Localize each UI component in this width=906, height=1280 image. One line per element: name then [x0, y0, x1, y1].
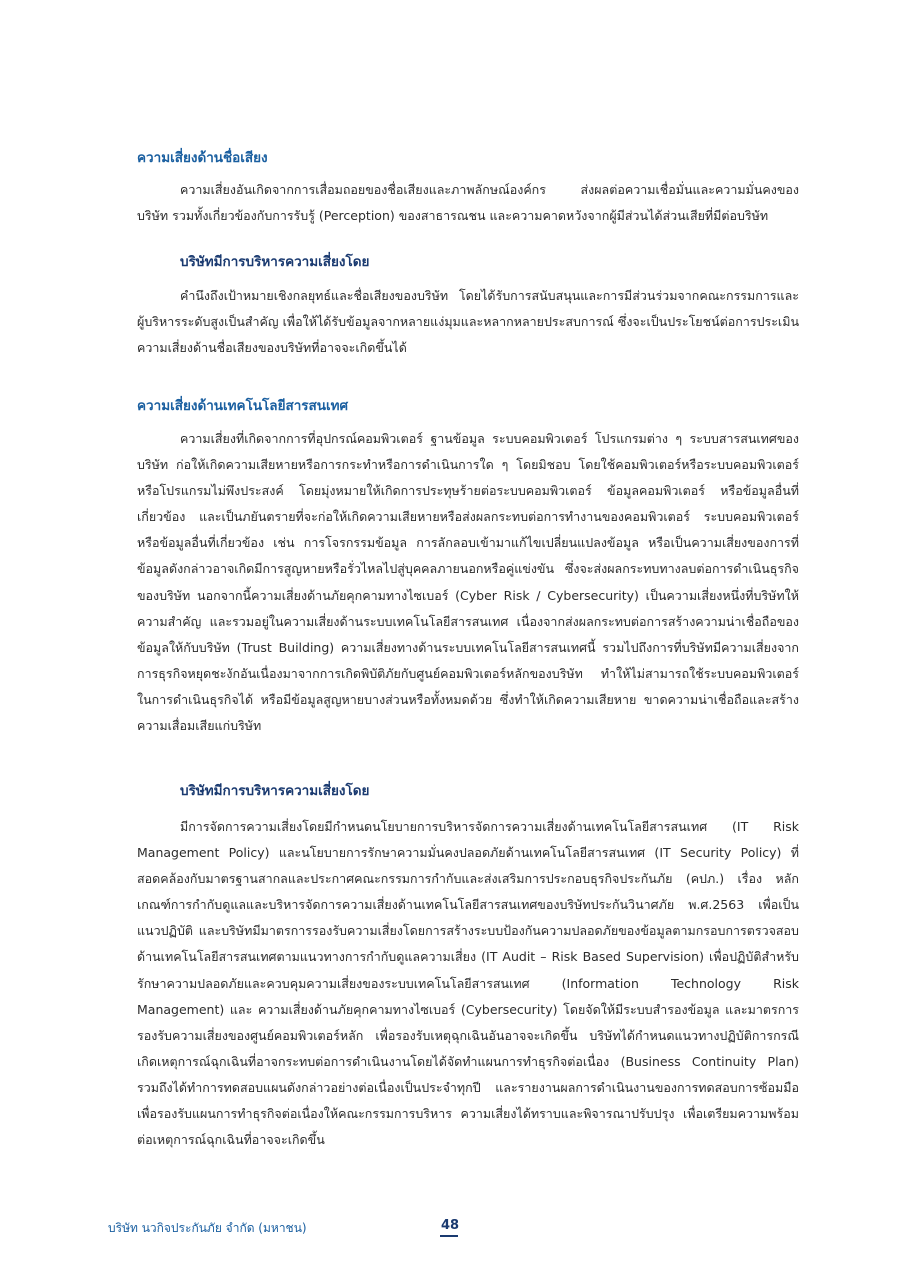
- section-heading-it-risk: ความเสี่ยงด้านเทคโนโลยีสารสนเทศ: [137, 398, 349, 414]
- reputation-risk-description: ความเสี่ยงอันเกิดจากการเสื่อมถอยของชื่อเสียงและภาพลักษณ์องค์กร ส่งผลต่อความเชื่อมั่นและความมั่นคงของบริษัท รวมทั้งเกี่ยวข้องกับการรับรู้ (Perception) ของสาธารณชน และความคาดหวังจากผู้มีส่วนได้ส่วนเสียที่มีต่อบริษัท: [137, 182, 799, 224]
- it-risk-description: ความเสี่ยงที่เกิดจากการที่อุปกรณ์คอมพิวเตอร์ ฐานข้อมูล ระบบคอมพิวเตอร์ โปรแกรมต่าง ๆ ระบบสารสนเทศของบริษัท ก่อให้เกิดความเสียหายหรือการกระทำหรือการดำเนินการใด ๆ โดยมิชอบ โดยใช้คอมพิวเตอร์หรือระบบคอมพิวเตอร์ หรือโปรแกรมไม่พึงประสงค์ โดยมุ่งหมายให้เกิดการประทุษร้ายต่อระบบคอมพิวเตอร์ ข้อมูลคอมพิวเตอร์ หรือข้อมูลอื่นที่เกี่ยวข้อง และเป็นภยันตรายที่จะก่อให้เกิดความเสียหายหรือส่งผลกระทบต่อการทำงานของคอมพิวเตอร์ ระบบคอมพิวเตอร์ หรือข้อมูลอื่นที่เกี่ยวข้อง เช่น การโจรกรรมข้อมูล การลักลอบเข้ามาแก้ไขเปลี่ยนแปลงข้อมูล หรือเป็นความเสี่ยงของการที่ข้อมูลดังกล่าวอาจเกิดมีการสูญหายหรือรั่วไหลไปสู่บุคคลภายนอกหรือคู่แข่งขัน ซึ่งจะส่งผลกระทบทางลบต่อการดำเนินธุรกิจของบริษัท นอกจากนี้ความเสี่ยงด้านภัยคุกคามทางไซเบอร์ (Cyber Risk / Cybersecurity) เป็นความเสี่ยงหนึ่งที่บริษัทให้ความสำคัญ และรวมอยู่ในความเสี่ยงด้านระบบเทคโนโลยีสารสนเทศ เนื่องจากส่งผลกระทบต่อการสร้างความน่าเชื่อถือของข้อมูลให้กับบริษัท (Trust Building) ความเสี่ยงทางด้านระบบเทคโนโลยีสารสนเทศนี้ รวมไปถึงการที่บริษัทมีความเสี่ยงจากการธุรกิจหยุดชะงักอันเนื่องมาจากการเกิดพิบัติภัยกับศูนย์คอมพิวเตอร์หลักของบริษัท ทำให้ไม่สามารถใช้ระบบคอมพิวเตอร์ในการดำเนินธุรกิจได้ หรือมีข้อมูลสูญหายบางส่วนหรือทั้งหมดด้วย ซึ่งทำให้เกิดความเสียหาย ขาดความน่าเชื่อถือและสร้างความเสื่อมเสียแก่บริษัท: [137, 431, 799, 734]
- reputation-risk-management-heading: บริษัทมีการบริหารความเสี่ยงโดย: [180, 254, 370, 270]
- page-number: 48: [441, 1218, 460, 1233]
- reputation-risk-management-text: คำนึงถึงเป้าหมายเชิงกลยุทธ์และชื่อเสียงของบริษัท โดยได้รับการสนับสนุนและการมีส่วนร่วมจากคณะกรรมการและผู้บริหารระดับสูงเป็นสำคัญ เพื่อให้ได้รับข้อมูลจากหลายแง่มุมและหลากหลายประสบการณ์ ซึ่งจะเป็นประโยชน์ต่อการประเมินความเสี่ยงด้านชื่อเสียงของบริษัทที่อาจจะเกิดขึ้นได้: [137, 288, 799, 356]
- it-risk-management-text: มีการจัดการความเสี่ยงโดยมีกำหนดนโยบายการบริหารจัดการความเสี่ยงด้านเทคโนโลยีสารสนเทศ (IT Risk Management Policy) และนโยบายการรักษาความมั่นคงปลอดภัยด้านเทคโนโลยีสารสนเทศ (IT Security Policy) ที่สอดคล้องกับมาตรฐานสากลและประกาศคณะกรรมการกำกับและส่งเสริมการประกอบธุรกิจประกันภัย (คปภ.) เรื่อง หลักเกณฑ์การกำกับดูแลและบริหารจัดการความเสี่ยงด้านเทคโนโลยีสารสนเทศของบริษัทประกันวินาศภัย พ.ศ.2563 เพื่อเป็นแนวปฏิบัติ และบริษัทมีมาตรการรองรับความเสี่ยงโดยการสร้างระบบป้องกันความปลอดภัยของข้อมูลตามกรอบการตรวจสอบด้านเทคโนโลยีสารสนเทศตามแนวทางการกำกับดูแลความเสี่ยง (IT Audit – Risk Based Supervision) เพื่อปฏิบัติสำหรับรักษาความปลอดภัยและควบคุมความเสี่ยงของระบบเทคโนโลยีสารสนเทศ (Information Technology Risk Management) และ ความเสี่ยงด้านภัยคุกคามทางไซเบอร์ (Cybersecurity) โดยจัดให้มีระบบสำรองข้อมูล และมาตรการรองรับความเสี่ยงของศูนย์คอมพิวเตอร์หลัก เพื่อรองรับเหตุฉุกเฉินอันอาจจะเกิดขึ้น บริษัทได้กำหนดแนวทางปฏิบัติการกรณีเกิดเหตุการณ์ฉุกเฉินที่อาจกระทบต่อการดำเนินงานโดยได้จัดทำแผนการทำธุรกิจต่อเนื่อง (Business Continuity Plan) รวมถึงได้ทำการทดสอบแผนดังกล่าวอย่างต่อเนื่องเป็นประจำทุกปี และรายงานผลการดำเนินงานของการทดสอบการซ้อมมือ เพื่อรองรับแผนการทำธุรกิจต่อเนื่องให้คณะกรรมการบริหาร ความเสี่ยงได้ทราบและพิจารณาปรับปรุง เพื่อเตรียมความพร้อมต่อเหตุการณ์ฉุกเฉินที่อาจจะเกิดขึ้น: [137, 819, 799, 1148]
- section-heading-reputation-risk: ความเสี่ยงด้านชื่อเสียง: [137, 150, 268, 166]
- footer-company-name: บริษัท นวกิจประกันภัย จำกัด (มหาชน): [108, 1221, 307, 1235]
- it-risk-management-heading: บริษัทมีการบริหารความเสี่ยงโดย: [180, 783, 370, 799]
- page-number-underline: [440, 1235, 458, 1237]
